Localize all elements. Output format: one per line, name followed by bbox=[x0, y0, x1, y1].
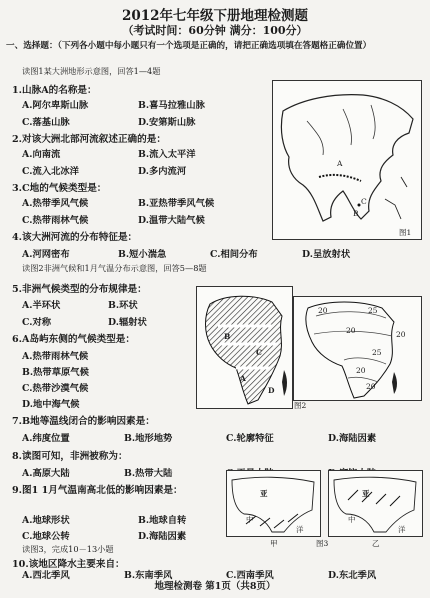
q4-option-b[interactable]: B.短小湍急 bbox=[118, 249, 167, 260]
page-footer: 地理检测卷 第1页（共8页） bbox=[154, 581, 276, 592]
figure-2-maps bbox=[196, 286, 424, 410]
section-heading: 一、选择题：（下列各小题中每小题只有一个选项是正确的，请把正确选项填在答题格正确位置） bbox=[6, 41, 372, 51]
q9-option-d[interactable]: D.海陆因素 bbox=[138, 531, 187, 542]
q3-option-b[interactable]: B.亚热带季风气候 bbox=[138, 198, 215, 209]
question-5: 5.非洲气候类型的分布规律是： bbox=[12, 284, 147, 295]
question-4: 4.该大洲河流的分布特征是： bbox=[12, 232, 138, 243]
q5-option-b[interactable]: B.环状 bbox=[108, 300, 138, 311]
fig3-place-zhong-a: 中 bbox=[246, 515, 254, 524]
fig3-label: 图3 bbox=[316, 539, 329, 548]
prompt-2: 读图2非洲气候和1月气温分布示意图，回答5—8题 bbox=[22, 263, 207, 273]
question-1: 1.山脉A的名称是： bbox=[12, 85, 97, 96]
q8-option-a[interactable]: A.高原大陆 bbox=[22, 468, 70, 479]
fig3-place-ocean-b: 洋 bbox=[398, 525, 406, 534]
fig1-mark-a: A bbox=[337, 159, 343, 168]
fig2-isotherm-5: 25 bbox=[372, 348, 382, 357]
fig3-place-ocean-a: 洋 bbox=[296, 525, 304, 534]
fig2-isotherm-3: 20 bbox=[346, 326, 356, 335]
q4-option-c[interactable]: C.相间分布 bbox=[210, 249, 258, 260]
fig1-mark-c: C bbox=[361, 197, 367, 206]
exam-subtitle: （考试时间：60分钟 满分：100分） bbox=[122, 24, 308, 37]
prompt-3: 读图3，完成10－13小题 bbox=[22, 544, 114, 554]
q4-option-a[interactable]: A.河网密布 bbox=[22, 249, 70, 260]
q10-option-d[interactable]: D.东北季风 bbox=[328, 570, 377, 581]
question-9: 9.图1 1月气温南高北低的影响因素是： bbox=[12, 485, 183, 496]
q1-option-b[interactable]: B.喜马拉雅山脉 bbox=[138, 100, 205, 111]
fig2-isotherm-6: 20 bbox=[356, 366, 366, 375]
q10-option-b[interactable]: B.东南季风 bbox=[124, 570, 173, 581]
q5-option-d[interactable]: D.辐射状 bbox=[108, 317, 147, 328]
fig3-panel-a: 甲 bbox=[270, 539, 278, 548]
q10-option-a[interactable]: A.西北季风 bbox=[22, 570, 70, 581]
q4-option-d[interactable]: D.呈放射状 bbox=[302, 249, 351, 260]
figure-3-drawing bbox=[226, 470, 424, 548]
q2-option-d[interactable]: D.多内流河 bbox=[138, 166, 187, 177]
q9-option-c[interactable]: C.地球公转 bbox=[22, 531, 70, 542]
q2-option-b[interactable]: B.流入太平洋 bbox=[138, 149, 196, 160]
fig2-mark-b: B bbox=[224, 332, 231, 341]
q1-option-d[interactable]: D.安第斯山脉 bbox=[138, 117, 196, 128]
q6-option-c[interactable]: C.热带沙漠气候 bbox=[22, 383, 89, 394]
fig3-place-zhong-b: 中 bbox=[348, 515, 356, 524]
fig2-isotherm-2: 25 bbox=[368, 306, 378, 315]
q2-option-c[interactable]: C.流入北冰洋 bbox=[22, 166, 79, 177]
q3-option-c[interactable]: C.热带雨林气候 bbox=[22, 215, 89, 226]
fig2-mark-c: C bbox=[256, 348, 262, 357]
q8-option-b[interactable]: B.热带大陆 bbox=[124, 468, 173, 479]
fig3-panel-b: 乙 bbox=[372, 539, 380, 548]
fig2-label: 图2 bbox=[294, 401, 307, 410]
q3-option-a[interactable]: A.热带季风气候 bbox=[22, 198, 89, 209]
fig3-place-asia-a: 亚 bbox=[260, 489, 268, 498]
prompt-1: 读图1某大洲地形示意图，回答1—4题 bbox=[22, 66, 161, 76]
figure-2-drawing bbox=[196, 286, 424, 410]
q9-option-b[interactable]: B.地球自转 bbox=[138, 515, 187, 526]
q5-option-a[interactable]: A.半环状 bbox=[22, 300, 61, 311]
q10-option-c[interactable]: C.西南季风 bbox=[226, 570, 274, 581]
fig2-isotherm-1: 20 bbox=[318, 306, 328, 315]
page-title: 2012年七年级下册地理检测题 bbox=[121, 8, 309, 24]
fig1-mark-b: B bbox=[353, 209, 359, 218]
q7-option-b[interactable]: B.地形地势 bbox=[124, 433, 173, 444]
q2-option-a[interactable]: A.向南流 bbox=[22, 149, 61, 160]
q1-option-c[interactable]: C.落基山脉 bbox=[22, 117, 70, 128]
q7-option-a[interactable]: A.纬度位置 bbox=[22, 433, 70, 444]
q6-option-b[interactable]: B.热带草原气候 bbox=[22, 367, 89, 378]
q5-option-c[interactable]: C.对称 bbox=[22, 317, 52, 328]
question-10: 10.该地区降水主要来自： bbox=[12, 559, 125, 570]
figure-1-map bbox=[272, 80, 422, 240]
figure-1-drawing bbox=[273, 81, 421, 239]
fig2-isotherm-7: 20 bbox=[366, 382, 376, 391]
question-7: 7.B地等温线闭合的影响因素是： bbox=[12, 416, 155, 427]
question-2: 2.对该大洲北部河流叙述正确的是： bbox=[12, 134, 166, 145]
fig2-mark-a: A bbox=[240, 374, 246, 383]
question-3: 3.C地的气候类型是： bbox=[12, 183, 107, 194]
q6-option-a[interactable]: A.热带雨林气候 bbox=[22, 351, 89, 362]
question-8: 8.读图可知，非洲被称为： bbox=[12, 451, 128, 462]
q1-option-a[interactable]: A.阿尔卑斯山脉 bbox=[22, 100, 89, 111]
fig3-place-asia-b: 亚 bbox=[362, 489, 370, 498]
fig2-isotherm-4: 20 bbox=[396, 330, 406, 339]
q7-option-d[interactable]: D.海陆因素 bbox=[328, 433, 377, 444]
question-6: 6.A岛屿东侧的气候类型是： bbox=[12, 334, 135, 345]
q3-option-d[interactable]: D.温带大陆气候 bbox=[138, 215, 205, 226]
fig2-mark-d: D bbox=[268, 386, 275, 395]
q6-option-d[interactable]: D.地中海气候 bbox=[22, 399, 80, 410]
fig1-label: 图1 bbox=[399, 228, 412, 237]
q7-option-c[interactable]: C.轮廓特征 bbox=[226, 433, 274, 444]
q9-option-a[interactable]: A.地球形状 bbox=[22, 515, 70, 526]
figure-3-maps bbox=[226, 470, 424, 548]
